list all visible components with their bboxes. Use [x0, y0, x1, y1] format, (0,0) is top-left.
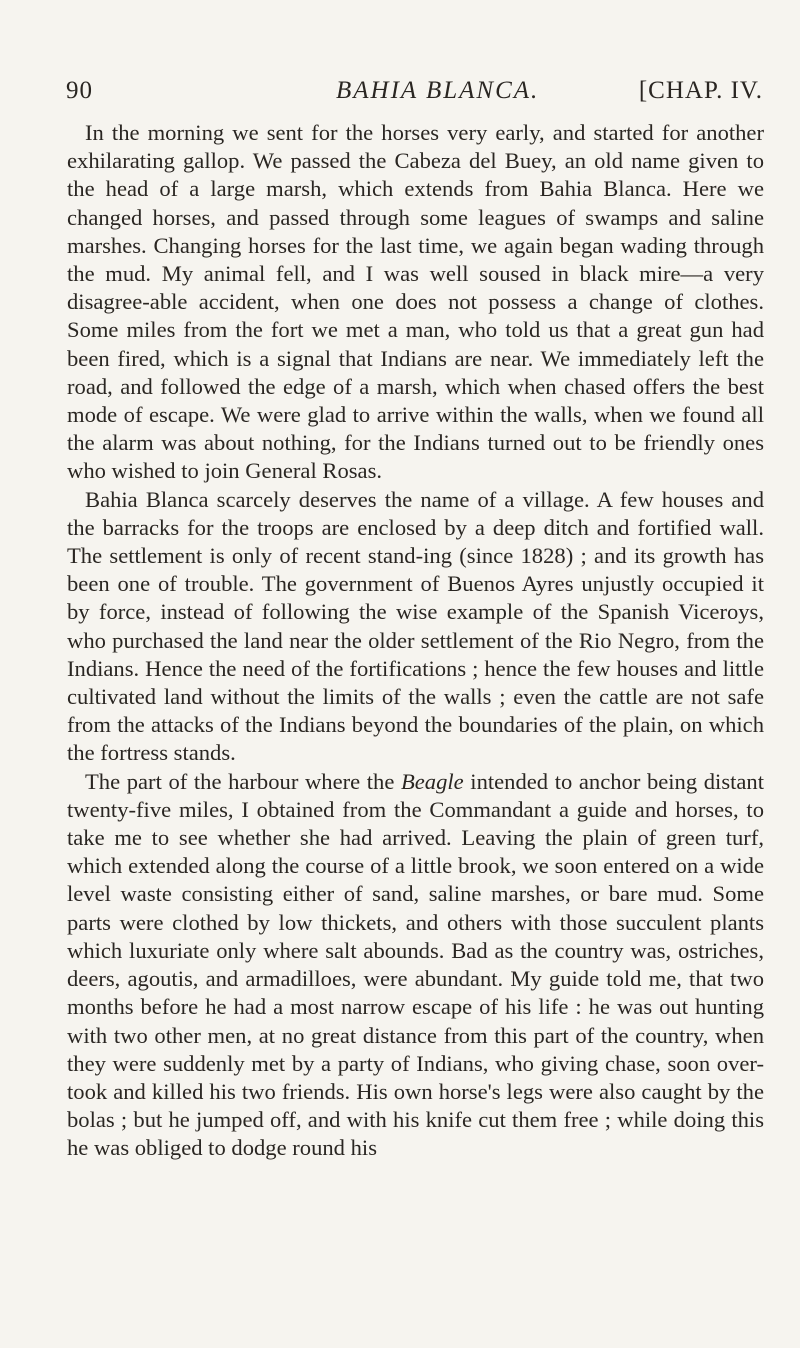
page-number: 90 — [66, 77, 93, 104]
running-head — [66, 74, 763, 108]
paragraph-text: intended to anchor being distant twenty-five miles, I obtained from the Commandant a guide and horses, to take me to see whether she had arrived. Leaving the plain of green turf, which extended along the course of a little brook, we soon entered on a wide level waste consisting either of sand, saline marshes, or bare mud. Some parts were clothed by low thickets, and others with those succulent plants which luxuriate only where salt abounds. Bad as the country was, ostriches, deers, agoutis, and armadilloes, were abundant. My guide told me, that two months before he had a most narrow escape of his life : he was out hunting with two other men, at no great distance from this part of the country, when they were suddenly met by a party of Indians, who giving chase, soon over-took and killed his two friends. His own horse's legs were also caught by the bolas ; but he jumped off, and with his knife cut them free ; while doing this he was obliged to dodge round his — [67, 768, 765, 1161]
paragraph: In the morning we sent for the horses very early, and started for another exhilarating gallop. We passed the Cabeza del Buey, an old name given to the head of a large marsh, which extends from Bahia Blanca. Here we changed horses, and passed through some leagues of swamps and saline marshes. Changing horses for the last time, we again began wading through the mud. My animal fell, and I was well soused in black mire—a very disagree-able accident, when one does not possess a change of clothes. Some miles from the fort we met a man, who told us that a great gun had been fired, which is a signal that Indians are near. We immediately left the road, and followed the edge of a marsh, which when chased offers the best mode of escape. We were glad to arrive within the walls, when we found all the alarm was about nothing, for the Indians turned out to be friendly ones who wished to join General Rosas. — [67, 120, 764, 484]
running-title: BAHIA BLANCA. — [336, 77, 540, 104]
body-text — [67, 119, 764, 1163]
paragraph — [67, 768, 764, 1163]
chapter-reference: [CHAP. IV. — [638, 77, 763, 104]
ship-name: Beagle — [400, 768, 464, 794]
paragraph-text: The part of the harbour where the — [85, 768, 401, 794]
paragraph: Bahia Blanca scarcely deserves the name of a village. A few houses and the barracks for the troops are enclosed by a deep ditch and fortified wall. The settlement is only of recent stand-ing (since 1828) ; and its growth has been one of trouble. The government of Buenos Ayres unjustly occupied it by force, instead of following the wise example of the Spanish Viceroys, who purchased the land near the older settlement of the Rio Negro, from the Indians. Hence the need of the fortifications ; hence the few houses and little cultivated land without the limits of the walls ; even the cattle are not safe from the attacks of the Indians beyond the boundaries of the plain, on which the fortress stands. — [67, 486, 764, 766]
